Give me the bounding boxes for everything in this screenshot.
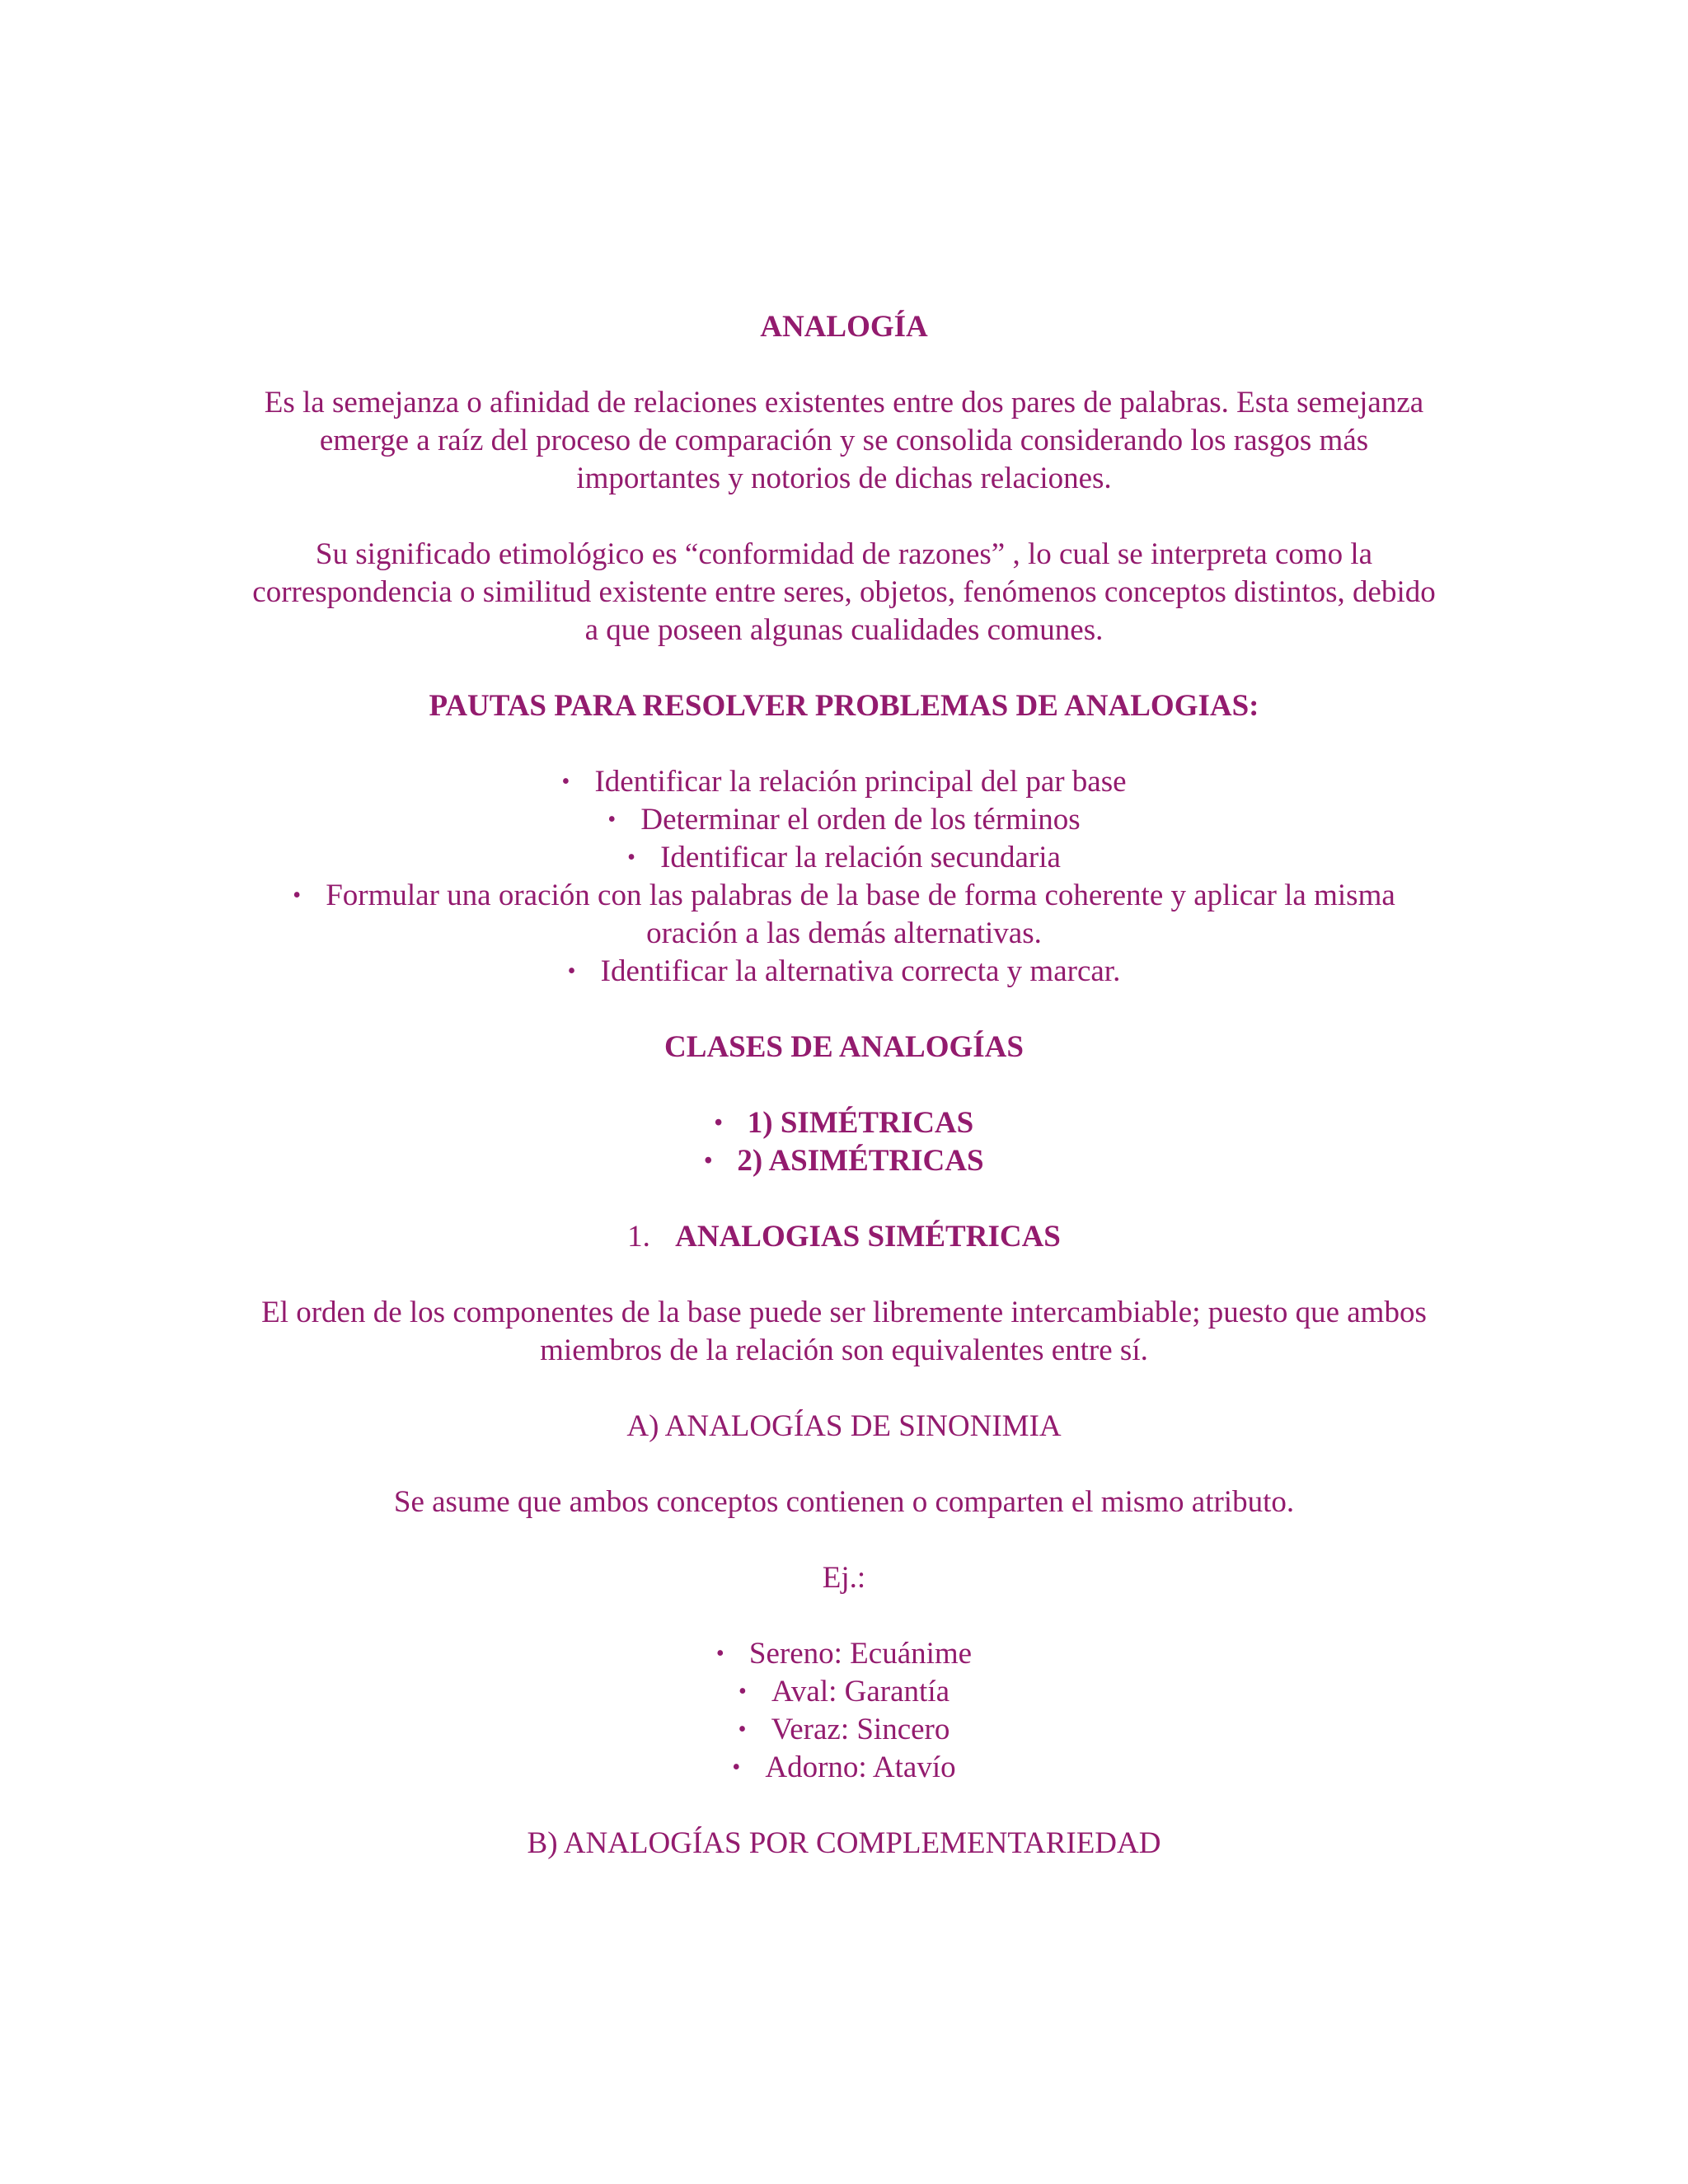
intro-paragraph [198, 384, 1490, 498]
list-item [198, 1104, 1490, 1142]
intro-line: Es la semejanza o afinidad de relaciones existentes entre dos pares de palabras. Esta semejanza [264, 386, 1424, 419]
list-item-text: 2) ASIMÉTRICAS [737, 1144, 984, 1178]
intro-line: emerge a raíz del proceso de comparación y se consolida considerando los rasgos más [319, 424, 1369, 457]
list-item-text: Veraz: Sincero [771, 1713, 950, 1746]
guidelines-heading: PAUTAS PARA RESOLVER PROBLEMAS DE ANALOGIAS: [429, 689, 1259, 723]
etymology-line: a que poseen algunas cualidades comunes. [584, 613, 1104, 647]
section1-heading-line [198, 1218, 1490, 1256]
list-item [198, 801, 1490, 839]
section1-paragraph [198, 1294, 1490, 1370]
etymology-line: Su significado etimológico es “conformidad de razones” , lo cual se interpreta como la [315, 537, 1373, 571]
list-item-text: Aval: Garantía [771, 1675, 950, 1708]
subsection-a-text: Se asume que ambos conceptos contienen o comparten el mismo atributo. [393, 1485, 1295, 1519]
classes-heading: CLASES DE ANALOGÍAS [664, 1030, 1024, 1064]
list-item-text: 1) SIMÉTRICAS [747, 1106, 974, 1140]
list-item-text: Determinar el orden de los términos [640, 803, 1081, 837]
list-item [198, 1142, 1490, 1180]
list-item [198, 1711, 1490, 1749]
subsection-b-heading: B) ANALOGÍAS POR COMPLEMENTARIEDAD [527, 1826, 1161, 1860]
section1-heading: ANALOGIAS SIMÉTRICAS [675, 1220, 1061, 1254]
list-item-text: Identificar la alternativa correcta y marcar. [600, 954, 1121, 988]
list-item-text: Adorno: Atavío [765, 1750, 956, 1784]
document-content [198, 308, 1490, 1863]
bullet-icon: • [704, 1148, 713, 1174]
list-item-text: Formular una oración con las palabras de la base de forma coherente y aplicar la misma [326, 879, 1395, 912]
bullet-icon: • [715, 1641, 724, 1666]
bullet-icon: • [561, 769, 570, 794]
bullet-icon: • [627, 845, 635, 870]
examples-list [198, 1635, 1490, 1787]
example-label: Ej.: [822, 1561, 866, 1595]
guidelines-list [198, 763, 1490, 991]
etymology-line: correspondencia o similitud existente entre seres, objetos, fenómenos conceptos distintos, debido [252, 575, 1436, 609]
section1-line: miembros de la relación son equivalentes entre sí. [540, 1333, 1148, 1367]
bullet-icon: • [607, 807, 617, 832]
page-title: ANALOGÍA [760, 310, 928, 344]
list-item [198, 763, 1490, 801]
list-item [198, 1635, 1490, 1673]
bullet-icon: • [732, 1755, 741, 1780]
intro-line: importantes y notorios de dichas relaciones. [576, 462, 1112, 495]
list-item [198, 839, 1490, 877]
list-item-text: Identificar la relación principal del par base [594, 765, 1127, 799]
bullet-icon: • [567, 958, 576, 984]
bullet-icon: • [293, 883, 302, 908]
list-item-text: Identificar la relación secundaria [660, 841, 1061, 874]
bullet-icon: • [738, 1717, 747, 1742]
list-item-text: Sereno: Ecuánime [748, 1637, 973, 1671]
list-item [198, 1749, 1490, 1787]
section-number: 1. [627, 1220, 650, 1254]
subsection-a-heading: A) ANALOGÍAS DE SINONIMIA [626, 1409, 1062, 1443]
list-item-continuation: oración a las demás alternativas. [646, 916, 1042, 950]
list-item [198, 953, 1490, 991]
list-item [198, 877, 1490, 915]
etymology-paragraph [198, 536, 1490, 649]
bullet-icon: • [714, 1110, 723, 1136]
classes-list [198, 1104, 1490, 1180]
section1-line: El orden de los componentes de la base puede ser libremente intercambiable; puesto que ambos [261, 1296, 1427, 1329]
list-item [198, 1673, 1490, 1711]
bullet-icon: • [738, 1679, 747, 1704]
